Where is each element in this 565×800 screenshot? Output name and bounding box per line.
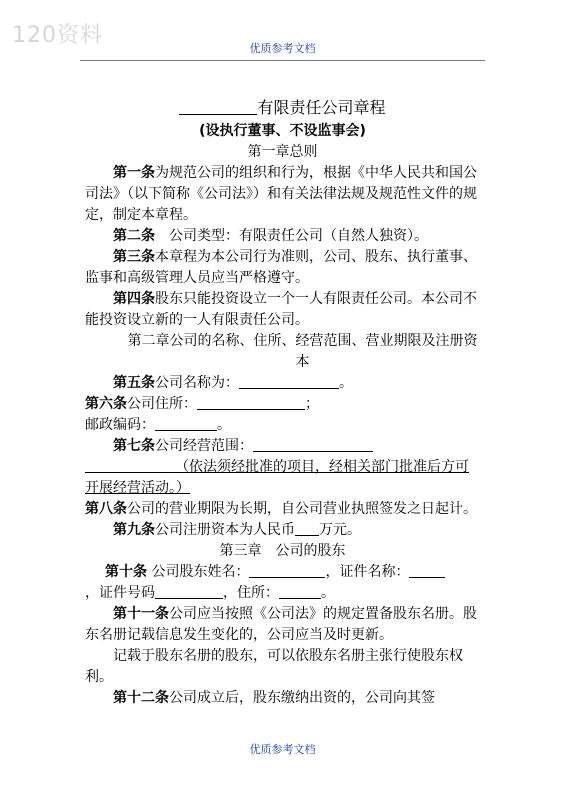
article-label: 第十条 <box>105 564 147 580</box>
article <box>85 604 480 646</box>
article-text: 公司经营范围： <box>155 438 253 454</box>
chapter-heading: 第二章公司的名称、住所、经营范围、营业期限及注册资本 <box>127 333 478 370</box>
article-text: 公司成立后，股东缴纳出资的，公司向其签 <box>169 690 435 706</box>
article-label: 第四条 <box>113 291 155 307</box>
title-text: 有限责任公司章程 <box>257 98 386 117</box>
article-text: ，证件号码 <box>85 585 155 601</box>
fill-blank <box>197 395 305 410</box>
article <box>85 457 480 499</box>
chapter-heading: 第三章 公司的股东 <box>219 543 346 559</box>
article <box>85 163 480 226</box>
article <box>85 373 480 394</box>
article-label: 第十一条 <box>113 606 169 622</box>
article-text: 万元。 <box>319 522 361 538</box>
article <box>85 289 480 331</box>
doc-title <box>85 96 480 120</box>
article-text: 。 <box>321 585 335 601</box>
article <box>85 520 480 541</box>
fill-blank <box>155 584 223 599</box>
article-text: 公司注册资本为人民币 <box>155 522 295 538</box>
article-text: 。 <box>217 417 231 433</box>
article-label: 第九条 <box>113 522 155 538</box>
article-text: 邮政编码： <box>85 417 155 433</box>
article <box>85 562 480 583</box>
article-label: 第三条 <box>113 249 155 265</box>
article-text: ，住所： <box>223 585 279 601</box>
article <box>85 688 480 709</box>
article-text: ，证件名称： <box>325 564 410 580</box>
article <box>85 436 480 457</box>
article-text: 本章程为本公司行为准则，公司、股东、执行董事、监事和高级管理人员应当严格遵守。 <box>85 249 477 286</box>
fill-blank <box>253 437 373 452</box>
header-rule <box>80 60 485 61</box>
article-label: 第十二条 <box>113 690 169 706</box>
fill-blank <box>409 563 445 578</box>
article-text: 为规范公司的组织和行为，根据《中华人民共和国公司法》（以下简称《公司法》）和有关法律法规及规范性文件的规定，制定本章程。 <box>85 165 477 223</box>
article-label: 第八条 <box>85 501 127 517</box>
article <box>85 583 480 604</box>
article <box>85 499 480 520</box>
fill-blank <box>249 563 325 578</box>
article-text: 公司名称为： <box>155 375 239 391</box>
article-text: （依法须经批准的项目，经相关部门批准后方可开展经营活动。） <box>85 459 469 496</box>
article <box>85 226 480 247</box>
article-text: 。 <box>339 375 353 391</box>
doc-subtitle: (设执行董事、不设监事会) <box>199 123 366 139</box>
article-text: 公司股东姓名： <box>147 564 250 580</box>
article-text: 公司类型：有限责任公司（自然人独资）。 <box>155 228 428 244</box>
article-text: 公司的营业期限为长期，自公司营业执照签发之日起计。 <box>127 501 477 517</box>
watermark: 120资料 <box>12 23 103 48</box>
company-name-blank <box>179 100 257 115</box>
article-text: 公司住所： <box>127 396 197 412</box>
fill-blank <box>155 416 217 431</box>
article-label: 第六条 <box>85 396 127 412</box>
article-text: 股东只能投资设立一个一人有限责任公司。本公司不能投资设立新的一人有限责任公司。 <box>85 291 477 328</box>
article-label: 第五条 <box>113 375 155 391</box>
article <box>85 394 480 415</box>
running-header: 优质参考文档 <box>249 42 316 55</box>
fill-blank <box>279 584 321 599</box>
chapter-heading: 第一章总则 <box>247 144 318 160</box>
running-footer: 优质参考文档 <box>249 743 316 756</box>
article <box>85 247 480 289</box>
article-label: 第二条 <box>113 228 155 244</box>
article-label: 第一条 <box>113 165 155 181</box>
article <box>85 415 480 436</box>
article: 记载于股东名册的股东，可以依股东名册主张行使股东权利。 <box>85 648 463 685</box>
fill-blank <box>295 521 319 536</box>
fill-blank <box>239 374 339 389</box>
article-text: 公司应当按照《公司法》的规定置备股东名册。股东名册记载信息发生变化的，公司应当及时更新。 <box>85 606 477 643</box>
document-body <box>85 92 480 709</box>
article-label: 第七条 <box>113 438 155 454</box>
fill-blank <box>85 458 175 473</box>
article-text: ； <box>305 396 319 412</box>
